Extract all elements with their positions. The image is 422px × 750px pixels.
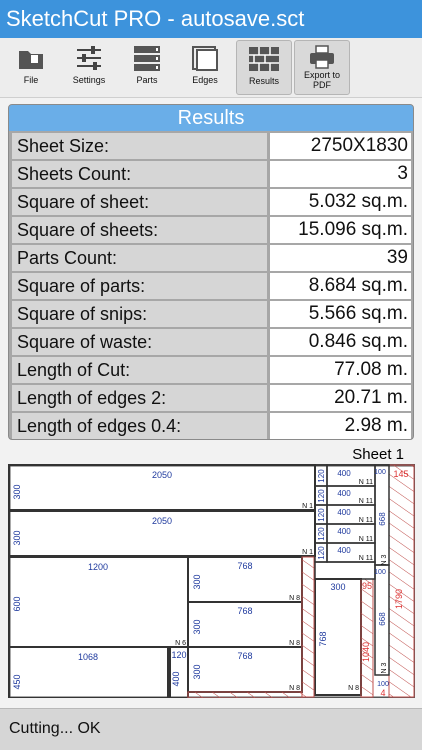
label-120-v-c: 120 bbox=[317, 508, 326, 522]
label-4: 4 bbox=[380, 688, 386, 698]
export-label: Export to PDF bbox=[303, 70, 341, 90]
label-100-a: 100 bbox=[374, 469, 386, 476]
result-value: 15.096 sq.m. bbox=[270, 217, 411, 243]
result-value: 20.71 m. bbox=[270, 385, 411, 411]
label-768-c: 768 bbox=[237, 651, 253, 661]
result-row bbox=[12, 357, 411, 383]
label-n8-d: N 8 bbox=[348, 685, 359, 692]
result-value: 5.032 sq.m. bbox=[270, 189, 411, 215]
label-120-v-a: 120 bbox=[317, 469, 326, 483]
result-label: Length of edges 0.4: bbox=[12, 413, 267, 439]
result-row bbox=[12, 413, 411, 439]
file-label: File bbox=[23, 75, 39, 85]
export-pdf-button[interactable] bbox=[294, 40, 350, 95]
label-668-a: 668 bbox=[378, 512, 387, 526]
label-n8-c: N 8 bbox=[289, 685, 300, 692]
result-label: Square of snips: bbox=[12, 301, 267, 327]
label-400-d: 400 bbox=[337, 527, 351, 536]
result-value: 3 bbox=[270, 161, 411, 187]
file-button[interactable] bbox=[3, 40, 59, 95]
edges-label: Edges bbox=[192, 75, 218, 85]
settings-label: Settings bbox=[72, 75, 106, 85]
results-label: Results bbox=[248, 76, 279, 86]
result-row bbox=[12, 217, 411, 243]
status-bar: Cutting... OK bbox=[0, 708, 422, 750]
label-n11-a: N 11 bbox=[358, 479, 373, 486]
label-1790: 1790 bbox=[394, 588, 404, 610]
label-400: 400 bbox=[171, 671, 181, 687]
waste-strip-mid bbox=[361, 579, 373, 697]
bricks-icon bbox=[248, 45, 280, 73]
label-n11-b: N 11 bbox=[358, 498, 373, 505]
edges-icon bbox=[190, 44, 220, 72]
label-300-e: 300 bbox=[192, 664, 202, 680]
result-value: 8.684 sq.m. bbox=[270, 273, 411, 299]
label-400-a: 400 bbox=[337, 469, 351, 478]
label-120-v-d: 120 bbox=[317, 527, 326, 541]
label-300-d: 300 bbox=[192, 619, 202, 635]
cutting-diagram bbox=[8, 464, 415, 698]
label-n1-b: N 1 bbox=[302, 549, 313, 556]
result-value: 2.98 m. bbox=[270, 413, 411, 439]
results-title: Results bbox=[9, 105, 413, 131]
label-1040: 1040 bbox=[361, 641, 371, 663]
result-value: 5.566 sq.m. bbox=[270, 301, 411, 327]
result-label: Square of waste: bbox=[12, 329, 267, 355]
label-300-a: 300 bbox=[12, 484, 22, 500]
label-n3-a: N 3 bbox=[381, 554, 388, 566]
result-row bbox=[12, 301, 411, 327]
label-n1-a: N 1 bbox=[302, 503, 313, 510]
result-row bbox=[12, 133, 411, 159]
label-n11-d: N 11 bbox=[358, 536, 373, 543]
label-300-b: 300 bbox=[12, 530, 22, 546]
result-label: Parts Count: bbox=[12, 245, 267, 271]
result-row bbox=[12, 189, 411, 215]
app-title: SketchCut PRO - autosave.sct bbox=[0, 0, 422, 38]
sliders-icon bbox=[74, 44, 104, 72]
result-label: Square of sheets: bbox=[12, 217, 267, 243]
label-300-c: 300 bbox=[192, 574, 202, 590]
parts-button[interactable] bbox=[119, 40, 175, 95]
result-label: Sheet Size: bbox=[12, 133, 267, 159]
label-n3-b: N 3 bbox=[381, 662, 388, 674]
label-400-c: 400 bbox=[337, 508, 351, 517]
label-600: 600 bbox=[12, 596, 22, 612]
label-400-b: 400 bbox=[337, 489, 351, 498]
result-label: Length of Cut: bbox=[12, 357, 267, 383]
label-n6: N 6 bbox=[175, 640, 186, 647]
result-value: 0.846 sq.m. bbox=[270, 329, 411, 355]
results-button[interactable] bbox=[236, 40, 292, 95]
result-row bbox=[12, 385, 411, 411]
label-2050-a: 2050 bbox=[151, 470, 173, 480]
label-300-f: 300 bbox=[330, 582, 346, 592]
label-450: 450 bbox=[12, 674, 22, 690]
label-768-b: 768 bbox=[237, 606, 253, 616]
result-row bbox=[12, 329, 411, 355]
label-400-e: 400 bbox=[337, 546, 351, 555]
result-label: Length of edges 2: bbox=[12, 385, 267, 411]
sheet-title: Sheet 1 bbox=[352, 446, 404, 463]
folder-icon bbox=[17, 44, 45, 72]
label-145: 145 bbox=[393, 469, 409, 479]
parts-icon bbox=[132, 44, 162, 72]
label-120-v-e: 120 bbox=[317, 546, 326, 560]
waste-strip-right bbox=[389, 465, 414, 697]
label-100-c: 100 bbox=[377, 681, 389, 688]
result-row bbox=[12, 161, 411, 187]
label-120: 120 bbox=[171, 650, 187, 660]
label-1200: 1200 bbox=[87, 562, 109, 572]
printer-icon bbox=[308, 45, 336, 69]
settings-button[interactable] bbox=[61, 40, 117, 95]
label-2050-b: 2050 bbox=[151, 516, 173, 526]
label-n8-a: N 8 bbox=[289, 595, 300, 602]
label-n8-b: N 8 bbox=[289, 640, 300, 647]
sheet-layout bbox=[8, 464, 415, 698]
label-768-a: 768 bbox=[237, 561, 253, 571]
parts-label: Parts bbox=[136, 75, 158, 85]
label-100-b: 100 bbox=[374, 569, 386, 576]
toolbar bbox=[0, 38, 422, 98]
result-row bbox=[12, 245, 411, 271]
result-label: Sheets Count: bbox=[12, 161, 267, 187]
result-value: 2750X1830 bbox=[270, 133, 411, 159]
label-n11-e: N 11 bbox=[358, 555, 373, 562]
label-120-v-b: 120 bbox=[317, 489, 326, 503]
label-1068: 1068 bbox=[77, 652, 99, 662]
waste-strip-bottom bbox=[188, 692, 302, 698]
label-668-b: 668 bbox=[378, 612, 387, 626]
results-panel bbox=[8, 104, 414, 440]
result-row bbox=[12, 273, 411, 299]
sheet-border bbox=[9, 465, 415, 698]
label-n11-c: N 11 bbox=[358, 517, 373, 524]
result-label: Square of parts: bbox=[12, 273, 267, 299]
label-768-d: 768 bbox=[318, 631, 328, 647]
result-value: 39 bbox=[270, 245, 411, 271]
waste-strip-left bbox=[302, 557, 314, 697]
label-95: 95 bbox=[361, 581, 373, 591]
edges-button[interactable] bbox=[177, 40, 233, 95]
result-value: 77.08 m. bbox=[270, 357, 411, 383]
result-label: Square of sheet: bbox=[12, 189, 267, 215]
